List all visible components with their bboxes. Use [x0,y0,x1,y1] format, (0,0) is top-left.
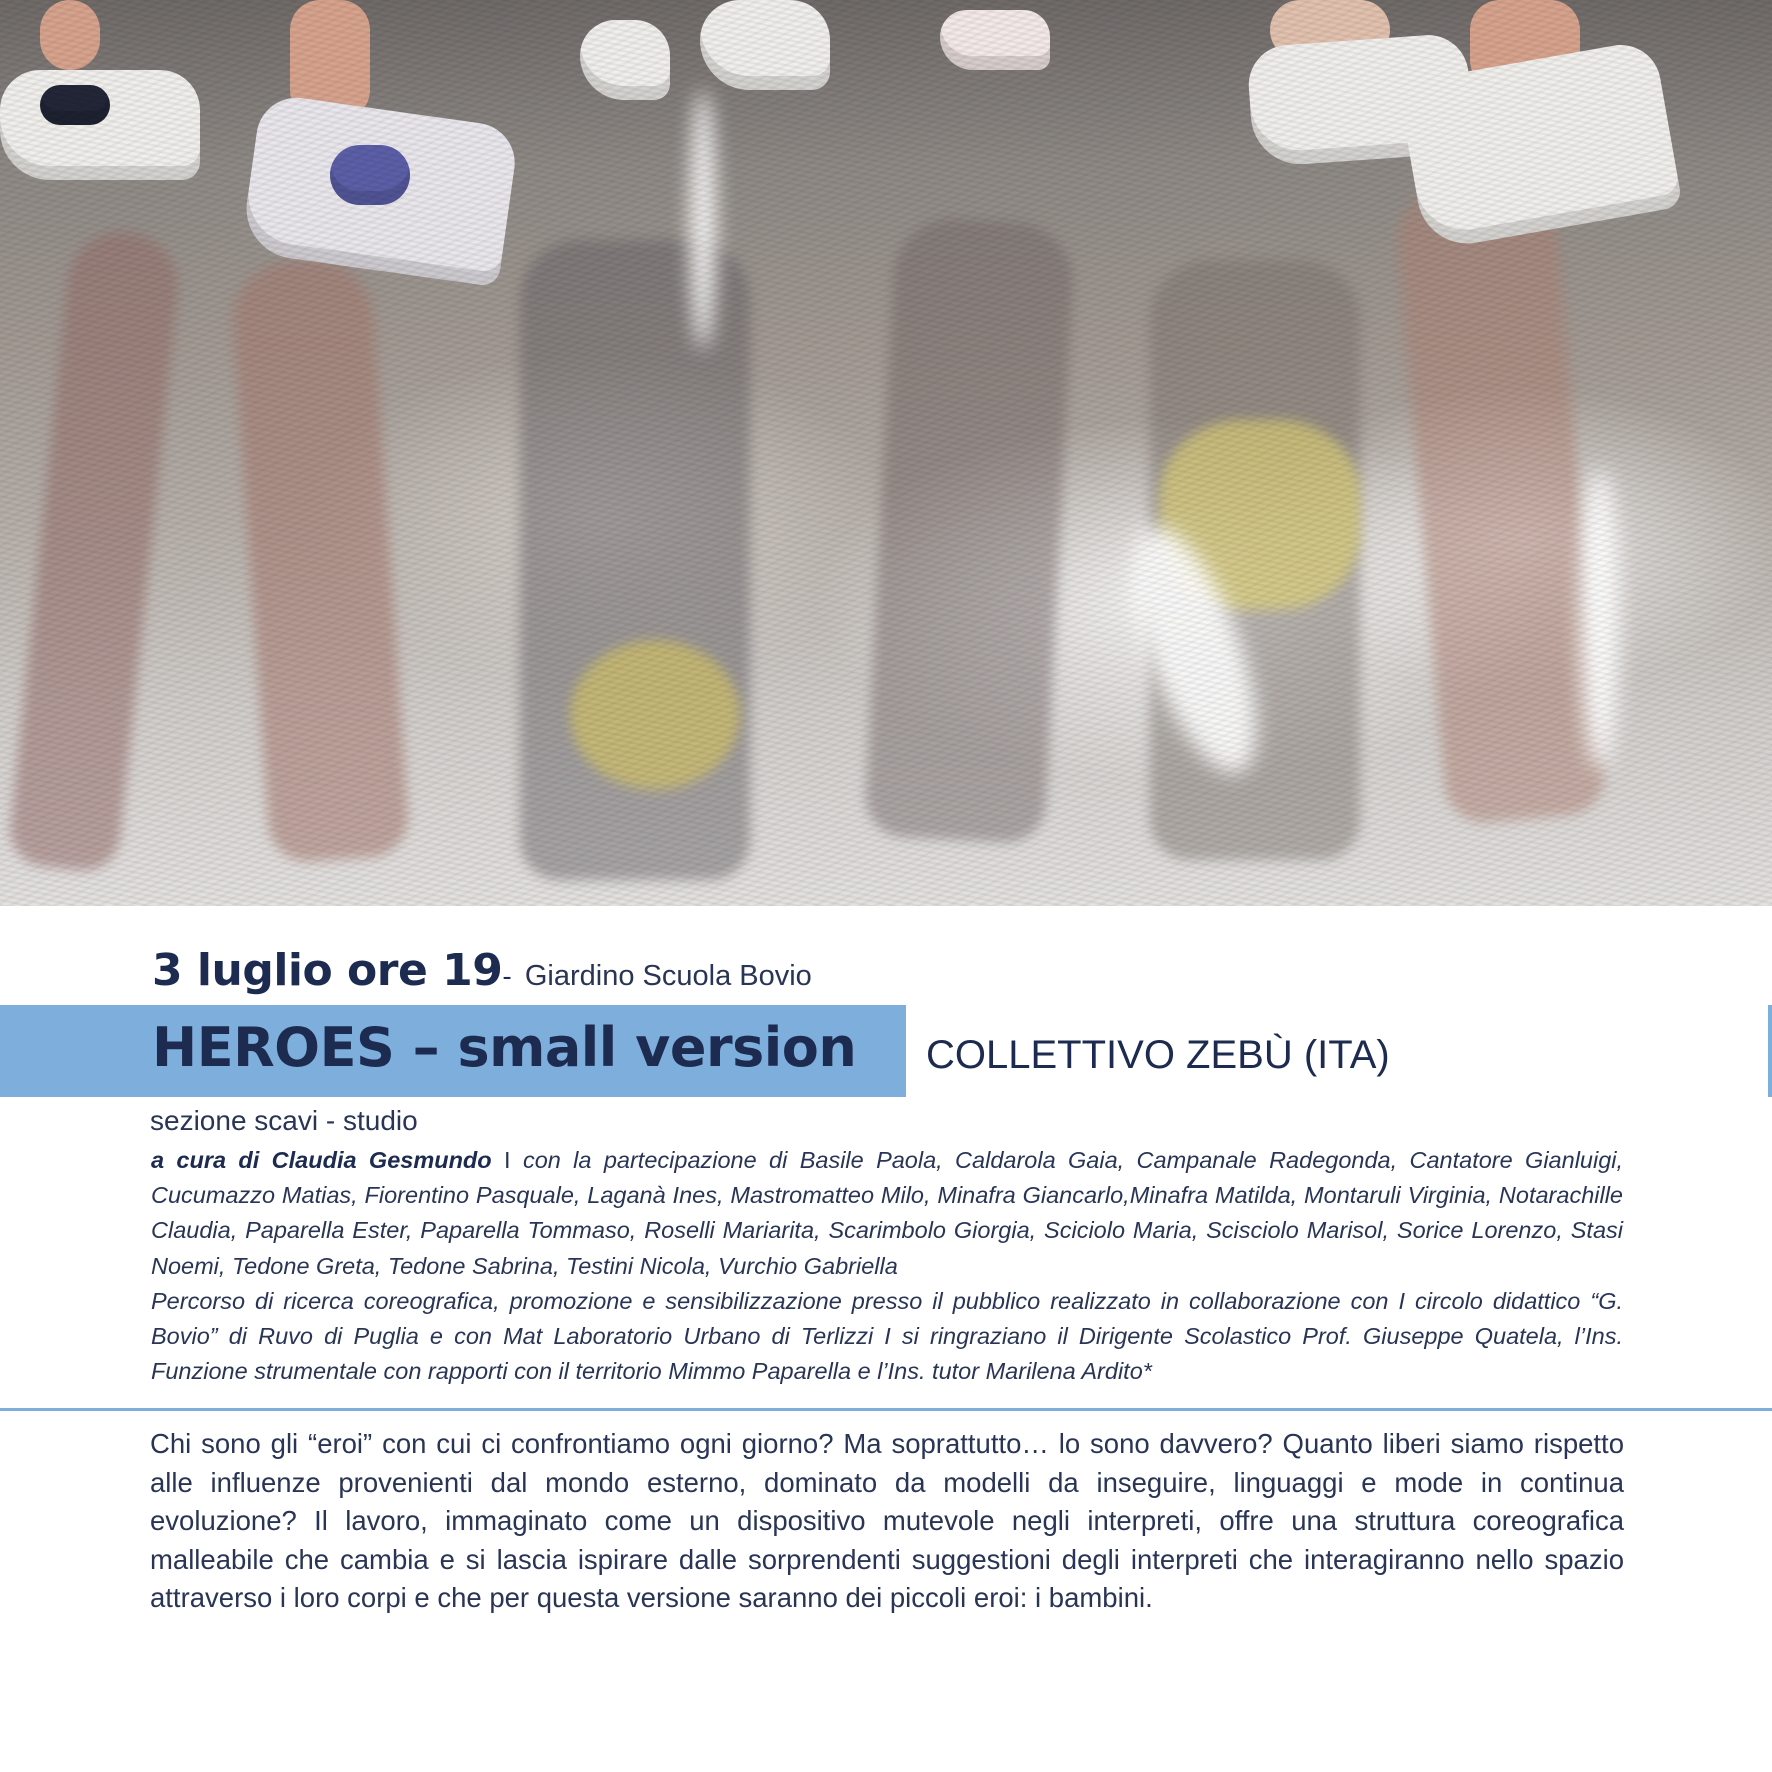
event-description: Chi sono gli “eroi” con cui ci confrontiamo ogni giorno? Ma soprattutto… lo sono davvero? Quanto liberi siamo rispetto alle influenze provenienti dal mondo esterno, dominato da modelli da inseguire, linguaggi e mode in continua evoluzione? Il lavoro, immaginato come un dispositivo mutevole negli interpreti, offre una struttura coreografica malleabile che cambia e si lascia ispirare dalle sorprendenti suggestioni degli interpreti che interagiranno nello spazio attraverso i loro corpi e che per questa versione saranno dei piccoli eroi: i bambini. [150,1428,1624,1613]
section-label: sezione scavi - studio [150,1105,418,1136]
curator-credit: a cura di Claudia Gesmundo [151,1147,492,1173]
event-venue: Giardino Scuola Bovio [524,960,812,992]
credits-block [151,1143,1623,1389]
footnote-asterisk: * [1142,1358,1152,1385]
section-divider [0,1408,1772,1411]
event-title: HEROES – small version [152,1016,857,1079]
participants-list: con la partecipazione di Basile Paola, Caldarola Gaia, Campanale Radegonda, Cantatore Gianluigi, Cucumazzo Matias, Fiorentino Pasquale, Laganà Ines, Mastromatteo Milo, Minafra Giancarlo,Minafra Matilda, Montaruli Virginia, Notarachille Claudia, Paparella Ester, Paparella Tommaso, Roselli Mariarita, Scarimbolo Giorgia, Sciciolo Maria, Scisciolo Marisol, Sorice Lorenzo, Stasi Noemi, Tedone Greta, Tedone Sabrina, Testini Nicola, Vurchio Gabriella [151,1147,1624,1279]
edge-accent [1768,1005,1772,1097]
event-date-line [152,945,812,996]
credit-separator: I [504,1147,511,1173]
company-name: COLLETTIVO ZEBÙ (ITA) [926,1033,1390,1077]
date-separator: - [502,962,512,992]
event-date-time: 3 luglio ore 19 [152,945,503,996]
project-note: Percorso di ricerca coreografica, promozione e sensibilizzazione presso il pubblico realizzato in collaborazione con I circolo didattico “G. Bovio” di Ruvo di Puglia e con Mat Laboratorio Urbano di Terlizzi I si ringraziano il Dirigente Scolastico Prof. Giuseppe Quatela, l’Ins. Funzione strumentale con rapporti con il territorio Mimmo Paparella e l’Ins. tutor Marilena Ardito [151,1287,1623,1385]
